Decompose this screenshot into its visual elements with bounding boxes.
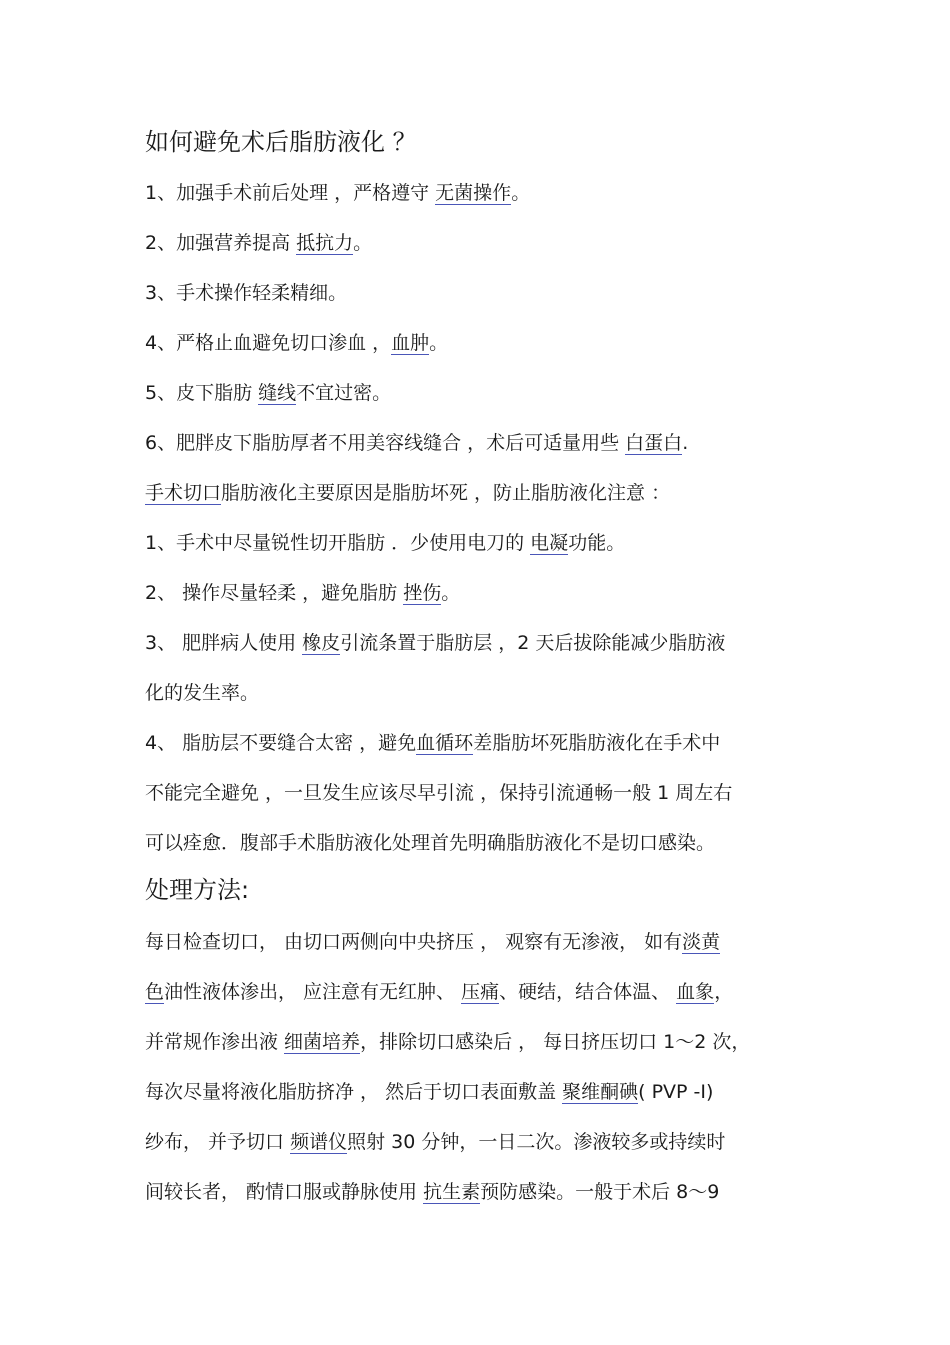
- text-segment: 不宜过密。: [296, 382, 392, 404]
- text-segment: 、硬结，结合体温、: [499, 981, 677, 1003]
- text-segment: 4、严格止血避免切口渗血 ，: [145, 332, 392, 354]
- text-line: [145, 979, 815, 1005]
- text-segment: 每次尽量将液化脂肪挤净 ， 然后于切口表面敷盖: [145, 1081, 563, 1103]
- text-segment: 差脂肪坏死脂肪液化在手术中: [473, 732, 721, 754]
- text-segment: 纱布， 并予切口: [145, 1131, 291, 1153]
- text-line: [145, 680, 815, 706]
- text-line: [145, 430, 815, 456]
- page-title: 如何避免术后脂肪液化 ？: [145, 128, 417, 156]
- text-segment: 油性液体渗出， 应注意有无红肿、: [164, 981, 462, 1003]
- text-segment: 每日检查切口， 由切口两侧向中央挤压 ， 观察有无渗液， 如有: [145, 931, 683, 953]
- text-segment: ( PVP -I): [638, 1081, 714, 1103]
- text-segment: 5、皮下脂肪: [145, 382, 259, 404]
- text-line: [145, 630, 815, 656]
- text-segment: .: [682, 432, 689, 454]
- text-segment: 并常规作渗出液: [145, 1031, 285, 1053]
- text-line: [145, 530, 815, 556]
- text-segment: 2、 操作尽量轻柔 ，避免脂肪: [145, 582, 404, 604]
- text-line: [145, 380, 815, 406]
- text-line: [145, 1179, 815, 1205]
- term-link[interactable]: 白蛋白: [625, 432, 683, 454]
- text-segment: 可以痊愈．腹部手术脂肪液化处理首先明确脂肪液化不是切口感染。: [145, 832, 716, 854]
- term-link[interactable]: 手术切口: [145, 482, 222, 504]
- text-segment: 。: [429, 332, 449, 354]
- term-link[interactable]: 血循环: [416, 732, 474, 754]
- text-line: [145, 1129, 815, 1155]
- text-segment: 化的发生率。: [145, 682, 260, 704]
- text-segment: 脂肪液化主要原因是脂肪坏死 ，防止脂肪液化注意 ：: [221, 482, 671, 504]
- term-link[interactable]: 抗生素: [423, 1181, 481, 1203]
- term-link[interactable]: 血象: [676, 981, 715, 1003]
- text-line: [145, 780, 815, 806]
- section-title: 处理方法:: [145, 876, 250, 904]
- text-segment: 1、手术中尽量锐性切开脂肪 ．少使用电刀的: [145, 532, 531, 554]
- text-segment: 间较长者， 酌情口服或静脉使用: [145, 1181, 424, 1203]
- text-segment: 3、 肥胖病人使用: [145, 632, 303, 654]
- term-link[interactable]: 橡皮: [302, 632, 341, 654]
- term-link[interactable]: 电凝: [530, 532, 569, 554]
- term-link[interactable]: 抵抗力: [296, 232, 354, 254]
- text-line: [145, 280, 815, 306]
- text-segment: 功能。: [568, 532, 626, 554]
- text-line: [145, 580, 815, 606]
- text-segment: 不能完全避免 ，一旦发生应该尽早引流 ，保持引流通畅一般 1 周左右: [145, 782, 733, 804]
- text-line: [145, 1029, 815, 1055]
- text-segment: 1、加强手术前后处理 ，严格遵守: [145, 182, 436, 204]
- text-line: [145, 180, 815, 206]
- text-line: [145, 230, 815, 256]
- term-link[interactable]: 频谱仪: [290, 1131, 348, 1153]
- term-link[interactable]: 聚维酮碘: [562, 1081, 639, 1103]
- term-link[interactable]: 挫伤: [403, 582, 442, 604]
- term-link[interactable]: 压痛: [461, 981, 500, 1003]
- text-line: [145, 1079, 815, 1105]
- term-link[interactable]: 血肿: [391, 332, 430, 354]
- text-segment: 。: [511, 182, 531, 204]
- text-segment: 2、加强营养提高: [145, 232, 297, 254]
- text-segment: 3、手术操作轻柔精细。: [145, 282, 348, 304]
- term-link[interactable]: 色: [145, 981, 165, 1003]
- text-segment: 预防感染。一般于术后 8～9: [480, 1181, 720, 1203]
- text-segment: 引流条置于脂肪层 ，2 天后拔除能减少脂肪液: [340, 632, 726, 654]
- text-segment: 。: [353, 232, 373, 254]
- term-link[interactable]: 淡黄: [682, 931, 721, 953]
- text-line: [145, 480, 815, 506]
- text-line: [145, 730, 815, 756]
- text-segment: 照射 30 分钟，一日二次。渗液较多或持续时: [347, 1131, 726, 1153]
- text-segment: 4、 脂肪层不要缝合太密 ，避免: [145, 732, 417, 754]
- text-segment: 。: [441, 582, 461, 604]
- term-link[interactable]: 缝线: [258, 382, 297, 404]
- text-segment: ，: [714, 981, 734, 1003]
- text-segment: 6、肥胖皮下脂肪厚者不用美容线缝合 ，术后可适量用些: [145, 432, 626, 454]
- term-link[interactable]: 细菌培养: [284, 1031, 361, 1053]
- text-line: [145, 929, 815, 955]
- term-link[interactable]: 无菌操作: [435, 182, 512, 204]
- text-line: [145, 330, 815, 356]
- text-segment: ，排除切口感染后 ， 每日挤压切口 1～2 次，: [360, 1031, 751, 1053]
- text-line: [145, 830, 815, 856]
